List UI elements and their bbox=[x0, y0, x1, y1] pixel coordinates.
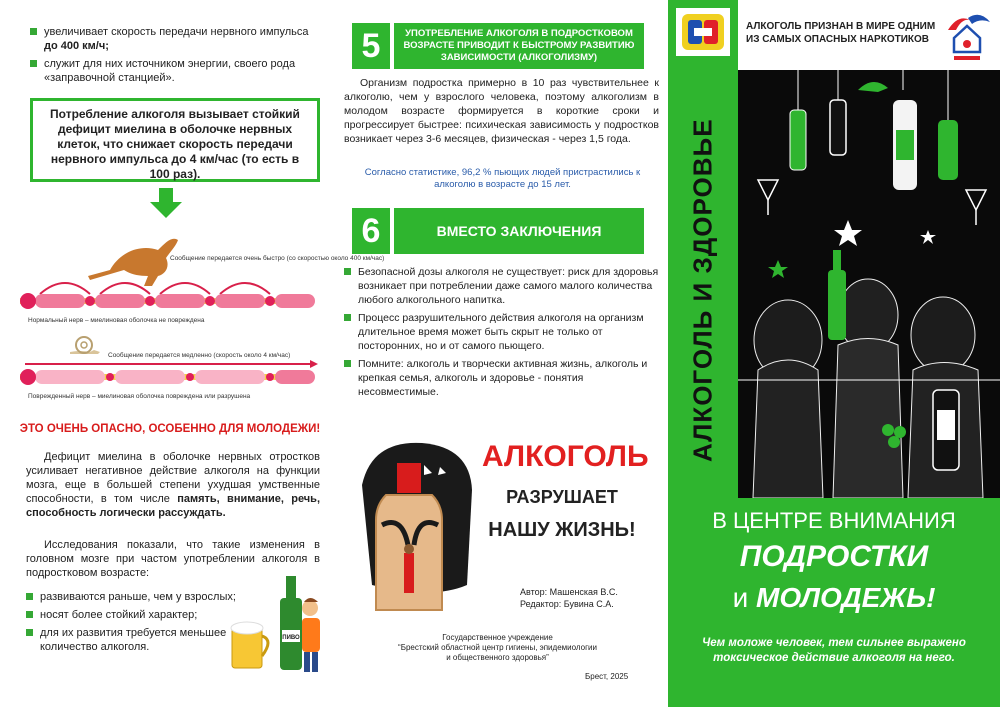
cover-bottom-panel bbox=[668, 498, 1000, 707]
list-item-text: служит для них источником энергии, своего рода «заправочной станцией». bbox=[44, 58, 296, 84]
section-number: 5 bbox=[352, 23, 390, 69]
list-item bbox=[26, 590, 256, 604]
bullet-square-icon bbox=[344, 314, 351, 321]
bullet-square-icon bbox=[30, 60, 37, 67]
list-item-text: Помните: алкоголь и творчески активная жизнь, алкоголь и крепкая семья, алкоголь и здоровье - понятия несовместимые. bbox=[358, 358, 648, 398]
credits bbox=[520, 586, 660, 610]
bullet-square-icon bbox=[30, 28, 37, 35]
column-middle bbox=[330, 0, 668, 707]
damaged-nerve-label: Поврежденный нерв – миелиновая оболочка повреждена или разрушена bbox=[28, 393, 251, 400]
teen-organism-paragraph: Организм подростка примерно в 10 раз чувствительнее к алкоголю, чем у взрослого человека, поэтому алкоголизм в молодом возрасте формируется в короткие сроки и прогрессирует быстрее: психическая зависимость у подростков возникает через 3-6 месяцев, физическая - через 1,5 года. bbox=[344, 77, 659, 145]
list-item bbox=[26, 608, 256, 622]
statistic-note: Согласно статистике, 96,2 % пьющих людей пристрастились к алкоголю в возрасте до 15 лет. bbox=[364, 167, 641, 190]
teens-heading: ПОДРОСТКИ bbox=[739, 540, 929, 573]
bullet-square-icon bbox=[26, 593, 33, 600]
list-item-text: Процесс разрушительного действия алкоголя на организм длительное время может быть скрыт не только от посторонних, но и от самого пьющего. bbox=[358, 312, 644, 352]
list-item-text: увеличивает скорость передачи нервного импульса bbox=[44, 26, 309, 38]
slow-message-label: Сообщение передается медленно (скорость около 4 км/час) bbox=[108, 352, 291, 359]
normal-nerve-label: Нормальный нерв – миелиновая оболочка не повреждена bbox=[28, 317, 205, 324]
damaged-nerve-icon bbox=[20, 369, 315, 385]
author-line: Автор: Машенская В.С. bbox=[520, 587, 618, 597]
list-item-text: носят более стойкий характер; bbox=[40, 609, 198, 621]
institution-line: Государственное учреждение bbox=[442, 633, 553, 642]
down-arrow-icon bbox=[150, 188, 182, 218]
list-item bbox=[344, 357, 659, 399]
column-right-cover bbox=[668, 0, 1000, 707]
bullet-square-icon bbox=[26, 611, 33, 618]
list-item-bold: до 400 км/ч; bbox=[44, 40, 109, 52]
section-5-header bbox=[352, 23, 644, 69]
bottle-demon-illustration bbox=[352, 435, 477, 615]
normal-nerve-icon bbox=[20, 293, 315, 309]
alcohol-subtitle-2: НАШУ ЖИЗНЬ! bbox=[488, 519, 636, 541]
institution-block bbox=[360, 633, 635, 663]
list-item-text: для их развития требуется меньшее количество алкоголя. bbox=[40, 627, 227, 653]
list-item-text: Безопасной дозы алкоголя не существует: риск для здоровья возникает при потреблении даже самого малого количества любого алкогольного напитка. bbox=[358, 266, 659, 306]
conclusion-list bbox=[344, 265, 659, 403]
cover-slogan: Чем моложе человек, тем сильнее выражено токсическое действие алкоголя на него. bbox=[702, 637, 966, 664]
fast-message-label: Сообщение передается очень быстро (со скоростью около 400 км/час) bbox=[170, 255, 385, 262]
kangaroo-icon bbox=[88, 239, 178, 286]
institution-line: и общественного здоровья” bbox=[446, 653, 549, 662]
list-item bbox=[30, 25, 320, 53]
list-item bbox=[344, 311, 659, 353]
changes-list bbox=[26, 590, 256, 658]
bullet-square-icon bbox=[344, 360, 351, 367]
section-title: УПОТРЕБЛЕНИЕ АЛКОГОЛЯ В ПОДРОСТКОВОМ ВОЗРАСТЕ ПРИВОДИТ К БЫСТРОМУ РАЗВИТИЮ ЗАВИСИМОСТИ (АЛКОГОЛИЗМУ) bbox=[394, 23, 644, 69]
bullet-square-icon bbox=[26, 629, 33, 636]
myelin-callout: Потребление алкоголя вызывает стойкий дефицит миелина в оболочке нервных клеток, что снижает скорость передачи нервного импульса до 4 км/час (то есть в 100 раз). bbox=[30, 98, 320, 182]
alcohol-title: АЛКОГОЛЬ bbox=[482, 440, 649, 473]
green-side-strip bbox=[668, 0, 738, 498]
research-paragraph: Исследования показали, что такие изменения в головном мозге при частом употреблении алкоголя в подростковом возрасте: bbox=[26, 539, 320, 579]
alcohol-subtitle-1: РАЗРУШАЕТ bbox=[506, 487, 618, 507]
list-item bbox=[344, 265, 659, 307]
health-logo-icon bbox=[940, 8, 994, 64]
list-item-text: развиваются раньше, чем у взрослых; bbox=[40, 591, 236, 603]
youth-prefix: и bbox=[732, 582, 757, 613]
myelin-paragraph bbox=[26, 450, 320, 520]
bullet-square-icon bbox=[344, 268, 351, 275]
snail-icon bbox=[70, 337, 100, 354]
beer-label: ПИВО bbox=[282, 635, 300, 641]
youth-heading bbox=[668, 582, 1000, 614]
top-banner bbox=[738, 0, 1000, 70]
nerve-diagram bbox=[20, 222, 385, 417]
city-year: Брест, 2025 bbox=[585, 672, 629, 681]
banner-text: АЛКОГОЛЬ ПРИЗНАН В МИРЕ ОДНИМ ИЗ САМЫХ ОПАСНЫХ НАРКОТИКОВ bbox=[746, 21, 936, 45]
beer-bottle-illustration bbox=[230, 568, 330, 678]
danger-heading: ЭТО ОЧЕНЬ ОПАСНО, ОСОБЕННО ДЛЯ МОЛОДЕЖИ! bbox=[19, 423, 321, 435]
focus-heading: В ЦЕНТРЕ ВНИМАНИЯ bbox=[712, 508, 956, 533]
vertical-title: АЛКОГОЛЬ И ЗДОРОВЬЕ bbox=[687, 118, 718, 462]
section-number: 6 bbox=[352, 208, 390, 254]
column-left bbox=[0, 0, 385, 707]
list-item bbox=[30, 57, 320, 85]
party-scene-illustration bbox=[738, 70, 1000, 498]
section-title: ВМЕСТО ЗАКЛЮЧЕНИЯ bbox=[394, 208, 644, 254]
paragraph-text: Дефицит миелина в оболочке нервных отростков усиливает негативное действие алкоголя на функции мозга, еще в большей степени ухудшая умственные способности, в том числе bbox=[26, 451, 320, 505]
section-6-header bbox=[352, 208, 644, 254]
editor-line: Редактор: Бувина С.А. bbox=[520, 599, 614, 609]
benefits-list bbox=[30, 25, 320, 89]
list-item bbox=[26, 626, 256, 654]
institution-line: “Брестский областной центр гигиены, эпидемиологии bbox=[398, 643, 597, 652]
paragraph-bold: память, внимание, речь, способность логически рассуждать. bbox=[26, 493, 321, 519]
youth-word: МОЛОДЕЖЬ! bbox=[756, 582, 936, 613]
org-logo-icon bbox=[676, 8, 730, 56]
